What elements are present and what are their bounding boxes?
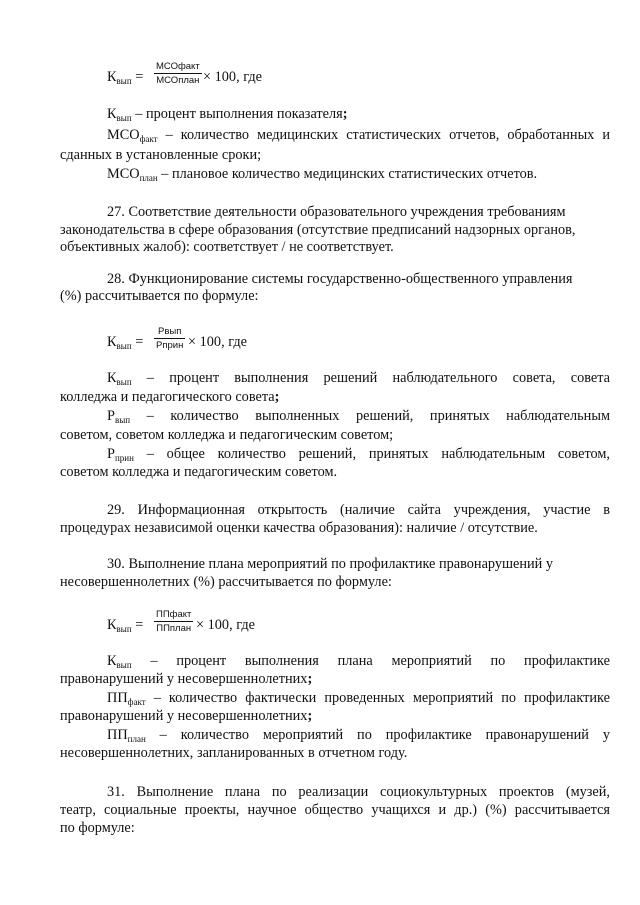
f2-def-4: $Р_{прин}$ – общее количество решений, принятых наблюдательным советом,: [107, 446, 610, 463]
formula-2-k: К: [107, 334, 117, 350]
formula-2-k-sub: вып: [116, 341, 132, 351]
formula-1-numerator: МСОфакт: [156, 61, 200, 72]
f3-def-5: несовершеннолетних, запланированных в отчетном году.: [60, 745, 408, 761]
formula-2-numerator: Рвып: [154, 325, 185, 339]
f1-def-0: $К_{вып}$ – процент выполнения показателя;: [107, 106, 348, 123]
formula-3: [0, 608, 640, 644]
formula-1-k: К: [107, 69, 117, 85]
formula-1-tail: × 100, где: [203, 69, 263, 85]
p30-line-0: 30. Выполнение плана мероприятий по профилактике правонарушений у: [107, 556, 554, 572]
f3-def-1: правонарушений у несовершеннолетних;: [60, 671, 313, 687]
f3-def-0: $К_{вып}$ – процент выполнения плана мероприятий по профилактике: [107, 653, 610, 670]
formula-1-eq: =: [135, 69, 144, 85]
formula-2-eq: =: [135, 334, 144, 350]
f1-def-2: сданных в установленные сроки;: [60, 147, 262, 163]
formula-2-tail: × 100, где: [188, 334, 248, 350]
formula-3-fraction: [154, 608, 193, 635]
p31-line-1: театр, социальные проекты, научное общество учащихся и др.) (%) рассчитывается: [60, 802, 610, 818]
formula-1: [0, 60, 640, 96]
formula-2-fraction: [154, 325, 185, 352]
p30-line-1: несовершеннолетних (%) рассчитывается по формуле:: [60, 574, 392, 590]
formula-3-numerator: ППфакт: [156, 609, 192, 620]
p31-line-0: 31. Выполнение плана по реализации социокультурных проектов (музей,: [107, 784, 610, 800]
formula-3-eq: =: [135, 617, 144, 633]
f2-def-1: колледжа и педагогического совета;: [60, 389, 280, 405]
formula-1-fraction: [154, 60, 202, 87]
p27-line-0: 27. Соответствие деятельности образовательного учреждения требованиям: [107, 204, 566, 220]
p27-line-2: объективных жалоб): соответствует / не соответствует.: [60, 239, 394, 255]
f2-def-3: советом, советом колледжа и педагогическим советом;: [60, 427, 394, 443]
f2-def-0: $К_{вып}$ – процент выполнения решений наблюдательного совета, совета: [107, 370, 610, 387]
p27-line-1: законодательства в сфере образования (отсутствие предписаний надзорных органов,: [60, 222, 576, 238]
f2-def-5: советом колледжа и педагогическим советом.: [60, 464, 338, 480]
f3-def-2: $ПП_{факт}$ – количество фактически проведенных мероприятий по профилактике: [107, 690, 610, 707]
p29-line-0: 29. Информационная открытость (наличие сайта учреждения, участие в: [107, 502, 610, 518]
f2-def-2: $Р_{вып}$ – количество выполненных решений, принятых наблюдательным: [107, 408, 610, 425]
formula-3-k-sub: вып: [116, 624, 132, 634]
f3-def-3: правонарушений у несовершеннолетних;: [60, 708, 313, 724]
formula-3-tail: × 100, где: [196, 617, 256, 633]
p28-line-0: 28. Функционирование системы государственно-общественного управления: [107, 271, 573, 287]
formula-2-denominator: Рприн: [156, 340, 184, 351]
f1-def-3: $МСО_{план}$ – плановое количество медицинских статистических отчетов.: [107, 166, 538, 183]
formula-3-denominator: ППплан: [156, 623, 192, 634]
formula-3-k: К: [107, 617, 117, 633]
formula-1-k-sub: вып: [116, 76, 132, 86]
p31-line-2: по формуле:: [60, 820, 135, 836]
f3-def-4: $ПП_{план}$ – количество мероприятий по профилактике правонарушений у: [107, 727, 610, 744]
formula-2: [0, 325, 640, 361]
p28-line-1: (%) рассчитывается по формуле:: [60, 288, 259, 304]
formula-1-denominator: МСОплан: [156, 75, 200, 86]
p29-line-1: процедурах независимой оценки качества образования): наличие / отсутствие.: [60, 520, 538, 536]
f1-def-1: $МСО_{факт}$ – количество медицинских статистических отчетов, обработанных и: [107, 127, 610, 144]
